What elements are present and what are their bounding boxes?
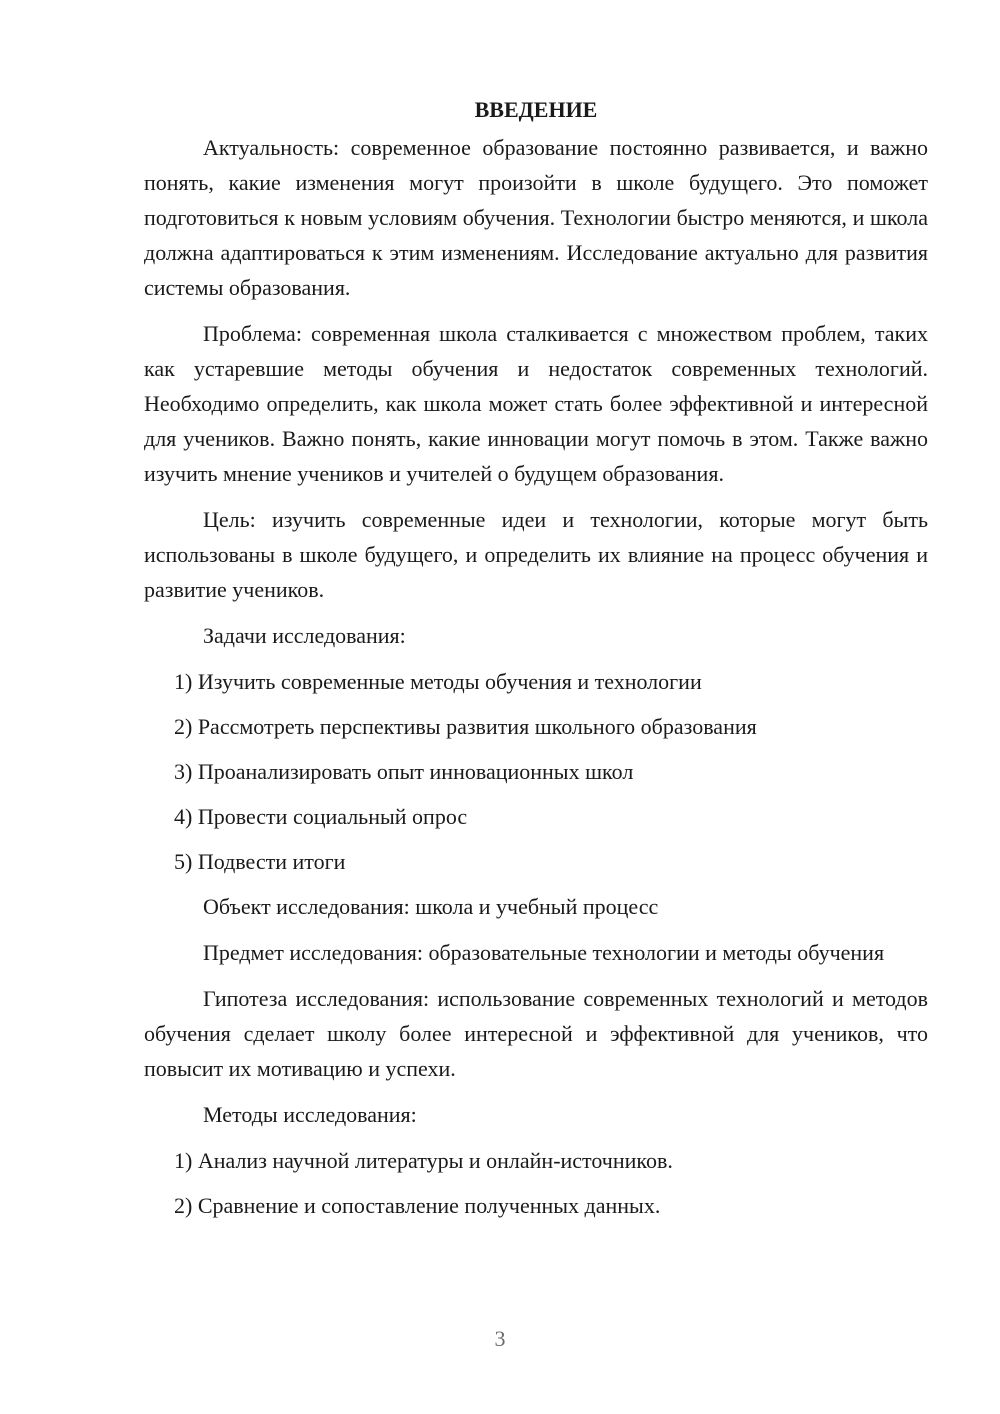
- section-title: ВВЕДЕНИЕ: [474, 97, 598, 122]
- tasks-heading: Задачи исследования:: [203, 623, 406, 648]
- hypothesis-paragraph: Гипотеза исследования: использование современных технологий и методов обучения сделает школу более интересной и эффективной для учеников, что повысит их мотивацию и успехи.: [144, 986, 928, 1081]
- methods-list: [144, 1143, 928, 1223]
- document-page: [144, 92, 928, 1233]
- goal-paragraph: Цель: изучить современные идеи и технологии, которые могут быть использованы в школе будущего, и определить их влияние на процесс обучения и развитие учеников.: [144, 507, 928, 602]
- list-item: 4) Провести социальный опрос: [174, 804, 468, 829]
- list-item: 5) Подвести итоги: [174, 849, 346, 874]
- problem-paragraph: Проблема: современная школа сталкивается с множеством проблем, таких как устаревшие методы обучения и недостаток современных технологий. Необходимо определить, как школа может стать более эффективной и интересной для учеников. Важно понять, какие инновации могут помочь в этом. Также важно изучить мнение учеников и учителей о будущем образования.: [144, 321, 928, 486]
- list-item: 2) Сравнение и сопоставление полученных данных.: [174, 1193, 661, 1218]
- subject-paragraph: Предмет исследования: образовательные технологии и методы обучения: [203, 940, 885, 965]
- page-number: 3: [494, 1326, 506, 1351]
- list-item: 3) Проанализировать опыт инновационных школ: [174, 759, 634, 784]
- methods-heading: Методы исследования:: [203, 1102, 417, 1127]
- list-item: 2) Рассмотреть перспективы развития школьного образования: [174, 714, 757, 739]
- list-item: 1) Анализ научной литературы и онлайн-источников.: [174, 1148, 673, 1173]
- object-paragraph: Объект исследования: школа и учебный процесс: [203, 894, 659, 919]
- tasks-list: [144, 664, 928, 879]
- relevance-paragraph: Актуальность: современное образование постоянно развивается, и важно понять, какие изменения могут произойти в школе будущего. Это поможет подготовиться к новым условиям обучения. Технологии быстро меняются, и школа должна адаптироваться к этим изменениям. Исследование актуально для развития системы образования.: [144, 135, 928, 300]
- list-item: 1) Изучить современные методы обучения и технологии: [174, 669, 702, 694]
